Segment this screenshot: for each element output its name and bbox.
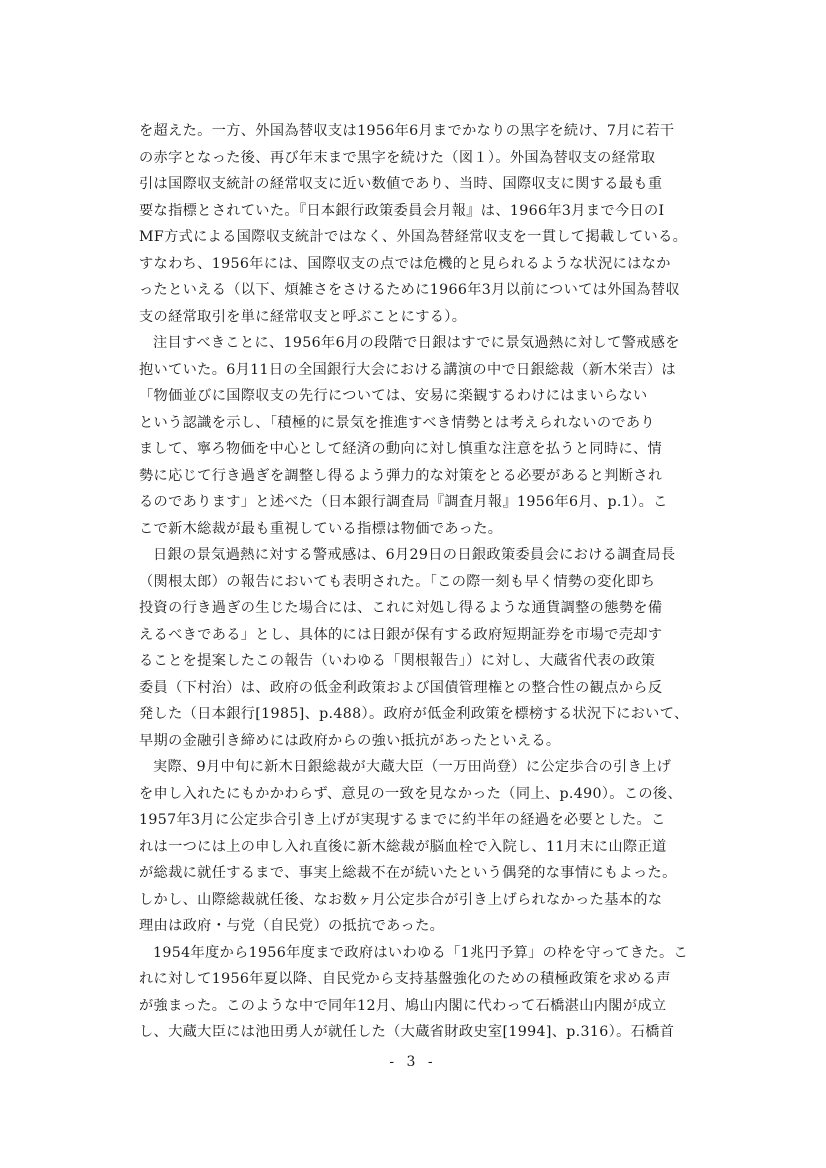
text-line: 勢に応じて行き過ぎを調整し得るよう弾力的な対策をとる必要があると判断され bbox=[139, 467, 663, 484]
text-line: まして、寧ろ物価を中心として経済の動向に対し慎重な注意を払うと同時に、情 bbox=[139, 441, 663, 457]
text-line: し、大蔵大臣には池田勇人が就任した（大蔵省財政史室[1994]、p.316）。石橋首 bbox=[139, 1024, 675, 1040]
text-line: ることを提案したこの報告（いわゆる「関根報告」）に対し、大蔵省代表の政策 bbox=[139, 653, 656, 669]
text-line: ったといえる（以下、煩雑さをさけるために1966年3月以前については外国為替収 bbox=[139, 282, 680, 298]
text-line: を超えた。一方、外国為替収支は1956年6月までかなりの黒字を続け、7月に若干 bbox=[139, 123, 675, 139]
text-line: という認識を示し、「積極的に景気を推進すべき情勢とは考えられないのであり bbox=[139, 414, 655, 431]
text-line: しかし、山際総裁就任後、なお数ヶ月公定歩合が引き上げられなかった基本的な bbox=[139, 891, 663, 908]
text-line: 早期の金融引き締めには政府からの強い抵抗があったといえる。 bbox=[139, 732, 561, 749]
text-line: すなわち、1956年には、国際収支の点では危機的と見られるような状況にはなか bbox=[139, 255, 671, 272]
text-line: が強まった。このような中で同年12月、鳩山内閣に代わって石橋湛山内閣が成立 bbox=[139, 997, 667, 1014]
body-text bbox=[139, 118, 699, 1046]
text-line: 「物価並びに国際収支の先行については、安易に楽観するわけにはまいらない bbox=[139, 388, 648, 404]
text-line: 投資の行き過ぎの生じた場合には、これに対処し得るような通貨調整の態勢を備 bbox=[139, 600, 663, 616]
text-line: 委員（下村治）は、政府の低金利政策および国債管理権との整合性の観点から反 bbox=[139, 679, 663, 696]
text-line: えるべきである」とし、具体的には日銀が保有する政府短期証券を市場で売却す bbox=[139, 626, 663, 643]
text-line: 1954年度から1956年度まで政府はいわゆる「1兆円予算」の枠を守ってきた。こ bbox=[153, 944, 689, 961]
text-line: れに対して1956年夏以降、自民党から支持基盤強化のための積極政策を求める声 bbox=[139, 971, 671, 987]
text-line: こで新木総裁が最も重視している指標は物価であった。 bbox=[139, 520, 503, 537]
text-line: 1957年3月に公定歩合引き上げが実現するまでに約半年の経過を必要とした。こ bbox=[139, 812, 666, 828]
text-line: 日銀の景気過熱に対する警戒感は、6月29日の日銀政策委員会における調査局長 bbox=[153, 547, 676, 563]
text-line: るのであります」と述べた（日本銀行調査局『調査月報』1956年6月、p.1）。こ bbox=[139, 494, 668, 510]
text-line: 要な指標とされていた。『日本銀行政策委員会月報』は、1966年3月まで今日のI bbox=[139, 202, 665, 219]
text-line: の赤字となった後、再び年末まで黒字を続けた（図１）。外国為替収支の経常取 bbox=[139, 149, 656, 166]
text-line: MF方式による国際収支統計ではなく、外国為替経常収支を一貫して掲載している。 bbox=[139, 229, 688, 245]
page-number: - 3 - bbox=[389, 1054, 437, 1070]
text-line: 抱いていた。6月11日の全国銀行大会における講演の中で日銀総裁（新木栄吉）は bbox=[139, 361, 676, 378]
text-line: を申し入れたにもかかわらず、意見の一致を見なかった（同上、p.490）。この後、 bbox=[139, 785, 683, 802]
text-line: 理由は政府・与党（自民党）の抵抗であった。 bbox=[139, 918, 445, 934]
text-line: 注目すべきことに、1956年6月の段階で日銀はすでに景気過熱に対して警戒感を bbox=[153, 335, 680, 351]
text-line: 支の経常取引を単に経常収支と呼ぶことにする）。 bbox=[139, 308, 467, 325]
text-line: 引は国際収支統計の経常収支に近い数値であり、当時、国際収支に関する最も重 bbox=[139, 176, 663, 192]
text-line: （関根太郎）の報告においても表明された。「この際一刻も早く情勢の変化即ち bbox=[139, 573, 656, 590]
text-line: 発した（日本銀行[1985]、p.488）。政府が低金利政策を標榜する状況下において、 bbox=[139, 706, 689, 722]
text-line: れは一つには上の申し入れ直後に新木総裁が脳血栓で入院し、11月末に山際正道 bbox=[139, 838, 667, 855]
text-line: が総裁に就任するまで、事実上総裁不在が続いたという偶発的な事情にもよった。 bbox=[139, 865, 677, 881]
text-line: 実際、9月中旬に新木日銀総裁が大蔵大臣（一万田尚登）に公定歩合の引き上げ bbox=[153, 759, 672, 775]
